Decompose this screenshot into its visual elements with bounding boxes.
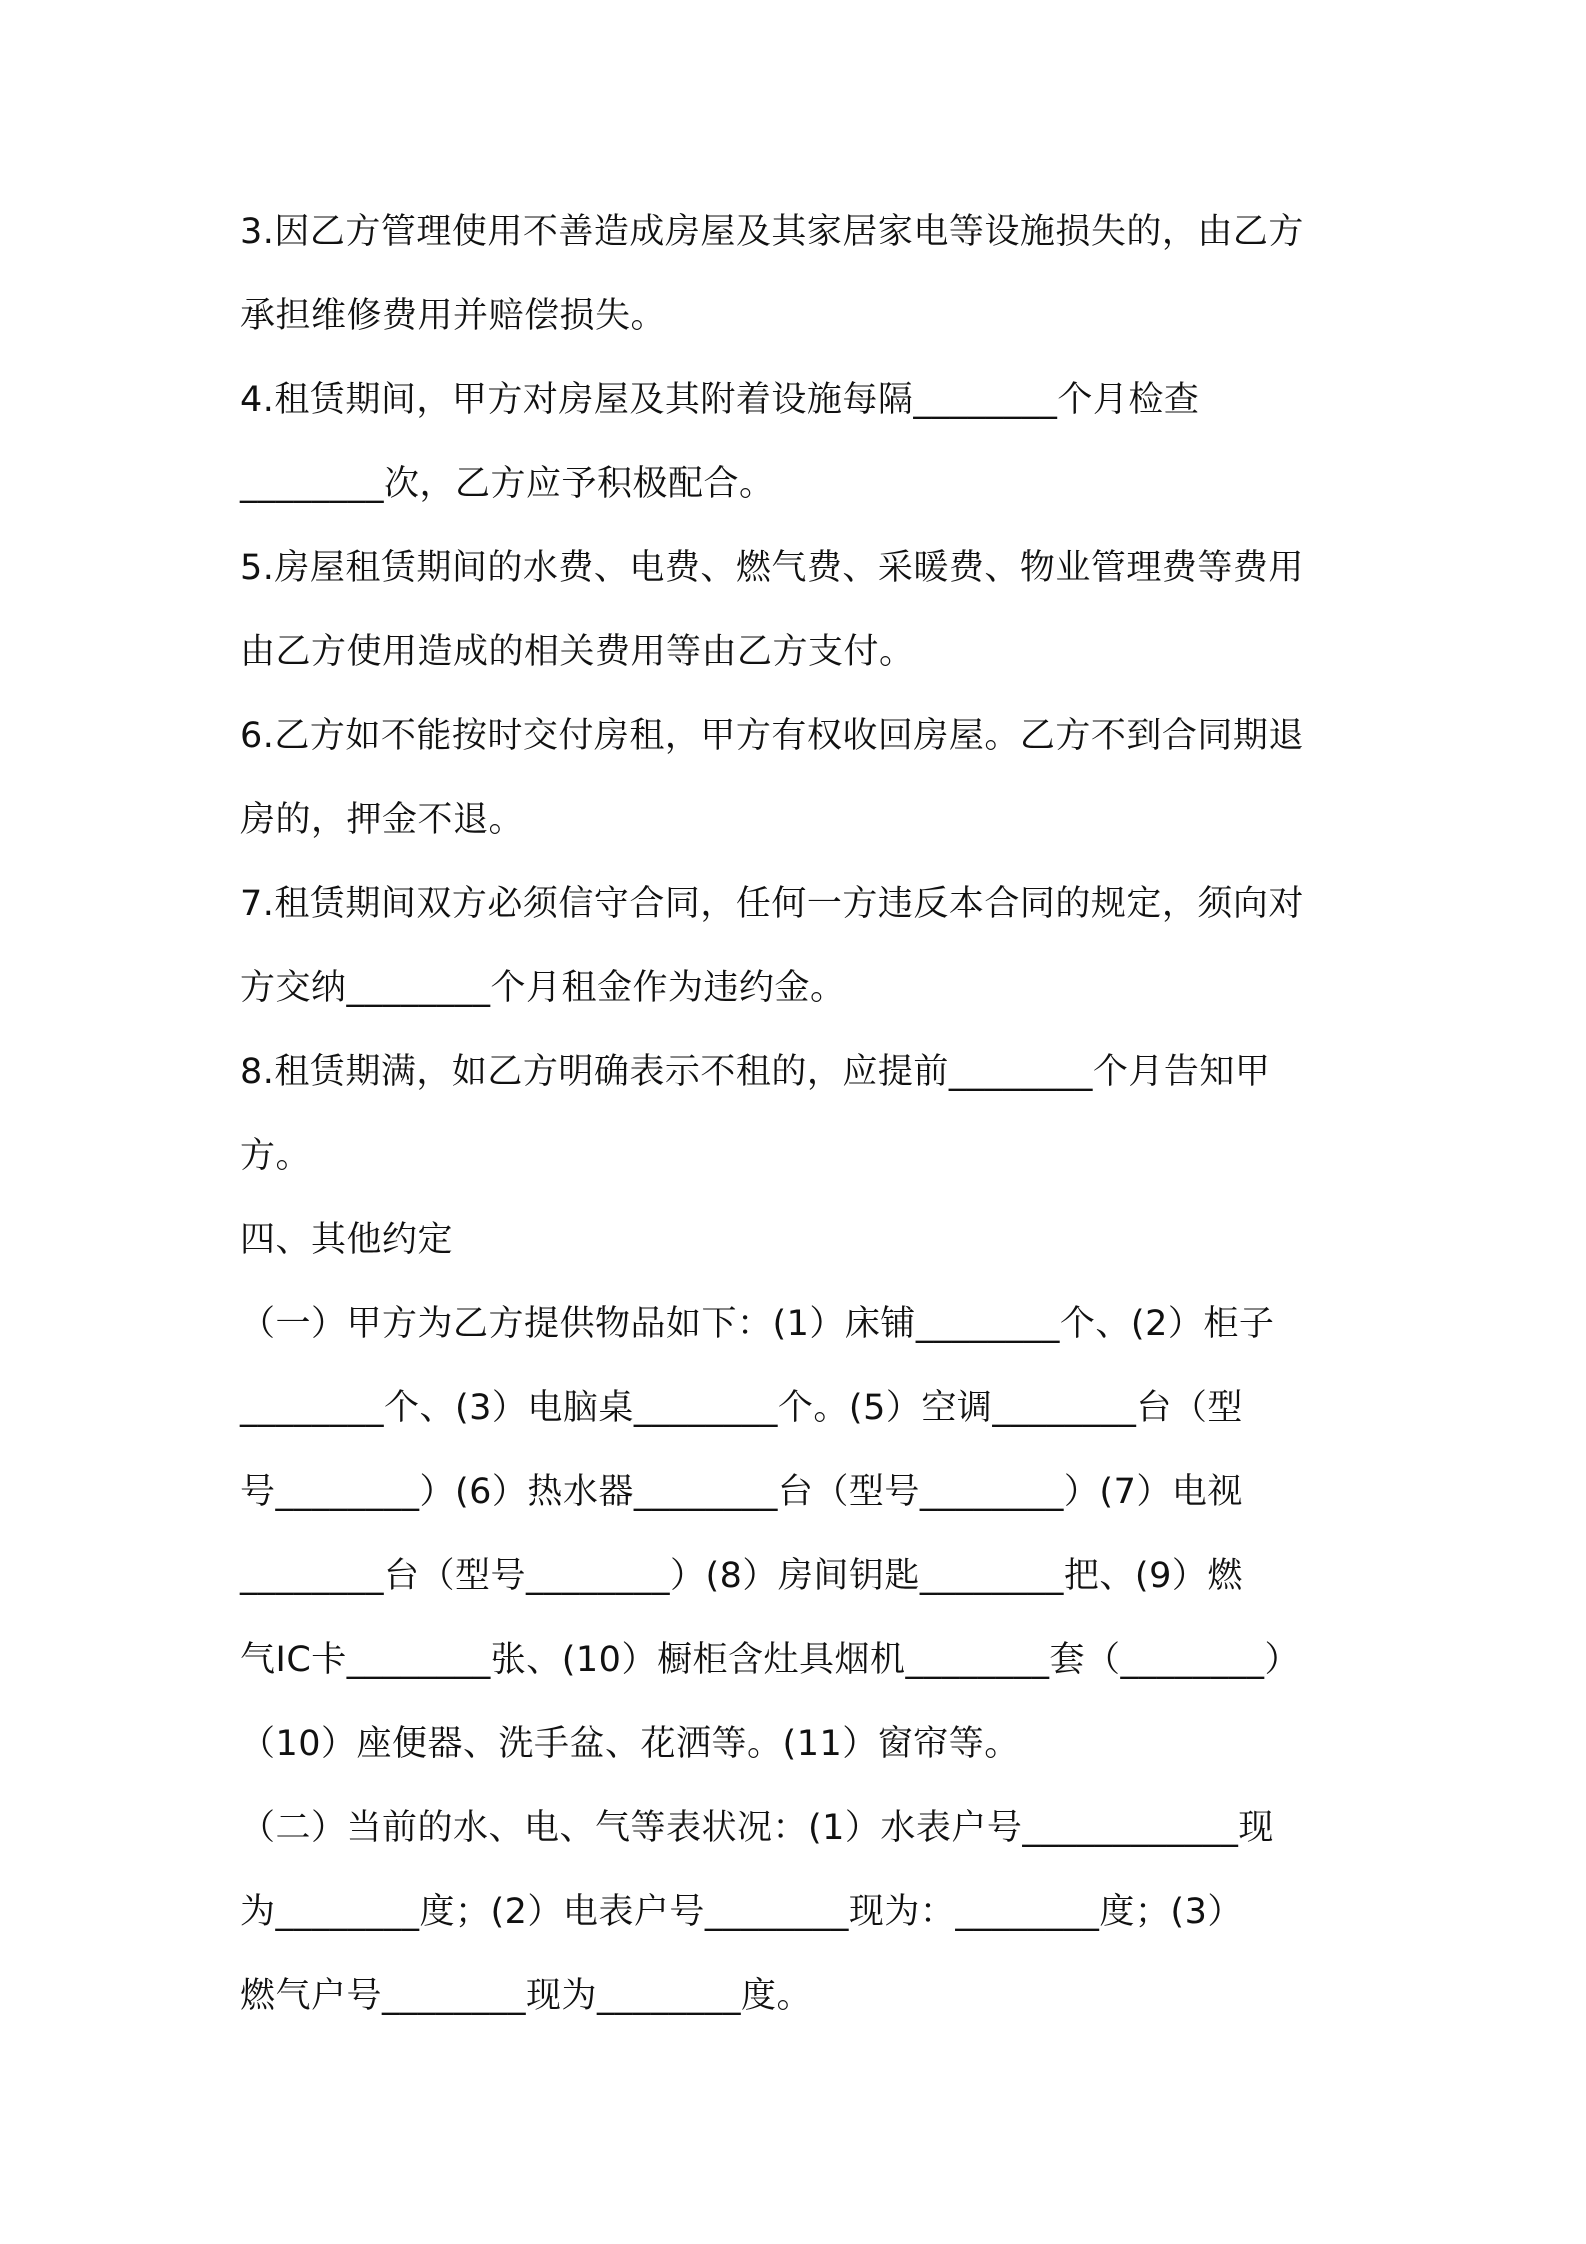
items-line-3: 号________）(6）热水器________台（型号________）(7）电视 xyxy=(240,1472,1243,1512)
clause-6-line-2: 房的，押金不退。 xyxy=(240,800,525,840)
meters-line-3: 燃气户号________现为________度。 xyxy=(240,1976,813,2016)
clause-7-line-2: 方交纳________个月租金作为违约金。 xyxy=(240,968,846,1008)
clause-5-line-1: 5.房屋租赁期间的水费、电费、燃气费、采暖费、物业管理费等费用 xyxy=(240,548,1304,588)
items-line-2: ________个、(3）电脑桌________个。(5）空调________台（型 xyxy=(240,1388,1243,1428)
items-line-6: （10）座便器、洗手盆、花洒等。(11）窗帘等。 xyxy=(240,1724,1020,1764)
items-line-4: ________台（型号________）(8）房间钥匙________把、(9）燃 xyxy=(240,1556,1243,1596)
items-line-5: 气IC卡________张、(10）橱柜含灶具烟机________套（________） xyxy=(240,1640,1300,1680)
section-heading-other-terms: 四、其他约定 xyxy=(240,1220,454,1260)
clause-8-line-1: 8.租赁期满，如乙方明确表示不租的，应提前________个月告知甲 xyxy=(240,1052,1271,1092)
meters-line-2: 为________度；(2）电表户号________现为：________度；(3） xyxy=(240,1892,1243,1932)
clause-3-line-2: 承担维修费用并赔偿损失。 xyxy=(240,296,667,336)
clause-4-line-2: ________次，乙方应予积极配合。 xyxy=(240,464,775,504)
clause-5-line-2: 由乙方使用造成的相关费用等由乙方支付。 xyxy=(240,632,915,672)
meters-line-1: （二）当前的水、电、气等表状况：(1）水表户号____________现 xyxy=(240,1808,1274,1848)
clause-3-line-1: 3.因乙方管理使用不善造成房屋及其家居家电等设施损失的，由乙方 xyxy=(240,212,1304,252)
items-line-1: （一）甲方为乙方提供物品如下：(1）床铺________个、(2）柜子 xyxy=(240,1304,1275,1344)
clause-6-line-1: 6.乙方如不能按时交付房租，甲方有权收回房屋。乙方不到合同期退 xyxy=(240,716,1304,756)
clause-7-line-1: 7.租赁期间双方必须信守合同，任何一方违反本合同的规定，须向对 xyxy=(240,884,1304,924)
contract-page xyxy=(240,190,1360,2038)
clause-4-line-1: 4.租赁期间，甲方对房屋及其附着设施每隔________个月检查 xyxy=(240,380,1200,420)
clause-8-line-2: 方。 xyxy=(240,1136,312,1176)
